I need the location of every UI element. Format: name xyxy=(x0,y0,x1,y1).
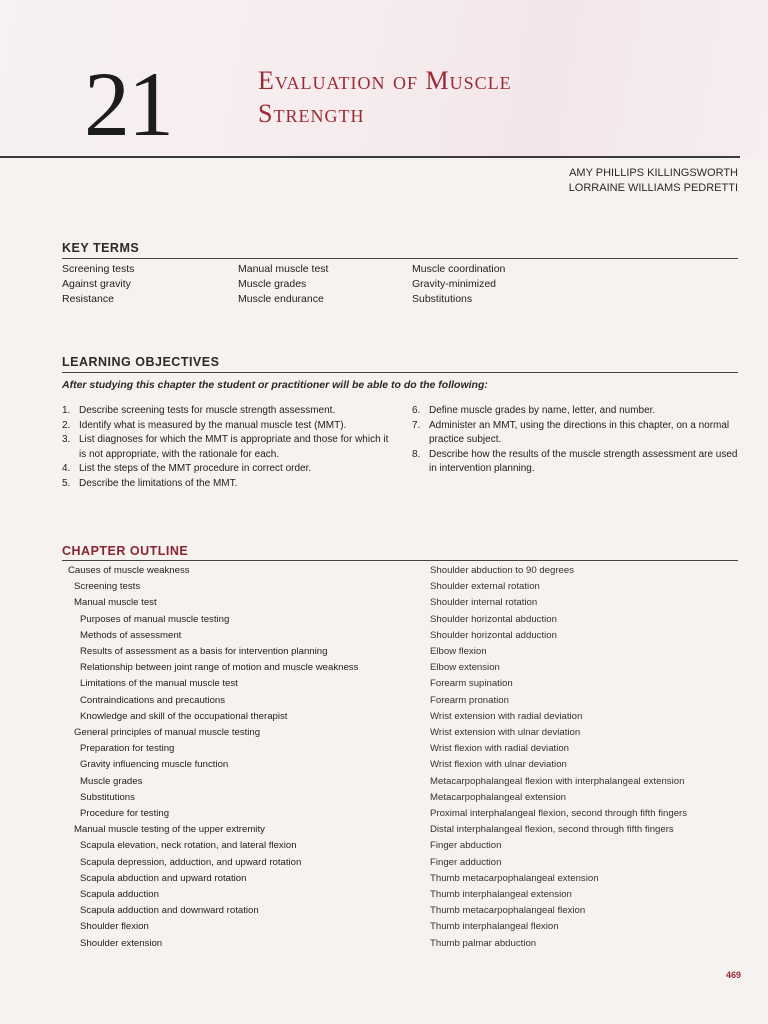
learning-objectives-rule xyxy=(62,372,738,373)
objective-item xyxy=(62,419,392,434)
outline-item: Distal interphalangeal flexion, second through fifth fingers xyxy=(430,824,674,836)
page-number: 469 xyxy=(726,970,742,980)
key-term: Screening tests xyxy=(62,263,135,275)
outline-item: Elbow flexion xyxy=(430,646,487,658)
key-terms-column-3 xyxy=(412,262,505,307)
key-term: Muscle endurance xyxy=(238,293,324,305)
outline-item: Finger abduction xyxy=(430,840,502,852)
objectives-left-list xyxy=(62,404,392,491)
outline-item: Shoulder internal rotation xyxy=(430,597,538,609)
learning-objectives-heading: LEARNING OBJECTIVES xyxy=(62,355,220,369)
outline-item: Scapula adduction and downward rotation xyxy=(80,905,259,917)
outline-item: Purposes of manual muscle testing xyxy=(80,613,230,625)
outline-item: Metacarpophalangeal extension xyxy=(430,791,567,803)
outline-item: Forearm pronation xyxy=(430,694,509,706)
outline-item: Scapula elevation, neck rotation, and lateral flexion xyxy=(80,840,297,852)
objective-text: Describe how the results of the muscle strength assessment are used in intervention planning. xyxy=(429,448,738,474)
key-terms-column-1 xyxy=(62,262,134,307)
chapter-number: 21 xyxy=(84,53,172,155)
objective-text: List diagnoses for which the MMT is appropriate and those for which it is not appropriate, with the rationale for each. xyxy=(79,434,389,460)
objective-item xyxy=(412,404,738,419)
outline-item: Thumb interphalangeal flexion xyxy=(430,921,559,933)
key-term: Resistance xyxy=(62,293,114,305)
objective-number: 4. xyxy=(62,463,71,474)
key-term: Muscle grades xyxy=(238,278,307,290)
key-terms-column-2 xyxy=(238,262,328,307)
outline-item: Scapula abduction and upward rotation xyxy=(80,872,247,884)
objective-text: Describe screening tests for muscle strength assessment. xyxy=(79,405,336,416)
outline-item: Wrist flexion with radial deviation xyxy=(430,743,569,755)
outline-item: Shoulder horizontal abduction xyxy=(430,613,557,625)
outline-item: Forearm supination xyxy=(430,678,513,690)
key-term: Muscle coordination xyxy=(412,263,506,275)
objective-number: 2. xyxy=(62,419,71,431)
outline-item: Methods of assessment xyxy=(80,629,182,641)
objective-item xyxy=(62,404,392,419)
outline-item: Relationship between joint range of motion and muscle weakness xyxy=(80,662,359,674)
outline-item: Wrist extension with ulnar deviation xyxy=(430,727,581,739)
outline-item: Scapula adduction xyxy=(80,889,159,901)
outline-item: Manual muscle test xyxy=(74,597,157,609)
outline-item: Gravity influencing muscle function xyxy=(80,759,229,771)
objective-item xyxy=(62,462,392,477)
chapter-outline-heading: CHAPTER OUTLINE xyxy=(62,544,189,558)
header-rule xyxy=(0,156,740,158)
chapter-title-line2: Strength xyxy=(258,99,365,128)
key-terms-heading: KEY TERMS xyxy=(62,241,140,255)
outline-item: Preparation for testing xyxy=(80,743,175,755)
outline-item: Substitutions xyxy=(80,791,135,803)
objective-number: 5. xyxy=(62,477,71,489)
objective-number: 7. xyxy=(412,419,421,431)
outline-item: Limitations of the manual muscle test xyxy=(80,678,238,690)
objective-number: 1. xyxy=(62,405,71,416)
outline-item: Thumb metacarpophalangeal extension xyxy=(430,872,599,884)
outline-item: Shoulder external rotation xyxy=(430,581,540,593)
key-term: Gravity-minimized xyxy=(412,278,497,290)
objective-text: List the steps of the MMT procedure in correct order. xyxy=(79,463,312,474)
outline-item: Elbow extension xyxy=(430,662,500,674)
chapter-title xyxy=(258,64,512,130)
outline-item: Shoulder extension xyxy=(80,937,163,949)
outline-item: Shoulder flexion xyxy=(80,921,149,933)
key-term: Manual muscle test xyxy=(238,263,329,275)
learning-objectives-intro: After studying this chapter the student or practitioner will be able to do the following: xyxy=(62,379,488,391)
chapter-outline-rule xyxy=(62,560,738,561)
outline-item: Metacarpophalangeal flexion with interphalangeal extension xyxy=(430,775,685,787)
outline-item: Proximal interphalangeal flexion, second through fifth fingers xyxy=(430,808,688,820)
objectives-right-list xyxy=(412,404,738,477)
outline-item: Results of assessment as a basis for intervention planning xyxy=(80,646,328,658)
outline-item: Manual muscle testing of the upper extremity xyxy=(74,824,265,836)
outline-item: Contraindications and precautions xyxy=(80,694,226,706)
objective-number: 3. xyxy=(62,434,71,445)
outline-item: Thumb interphalangeal extension xyxy=(430,889,572,901)
outline-item: Knowledge and skill of the occupational therapist xyxy=(80,710,288,722)
outline-item: Shoulder abduction to 90 degrees xyxy=(430,565,575,576)
objective-number: 8. xyxy=(412,448,421,460)
outline-item: Wrist extension with radial deviation xyxy=(430,710,583,722)
outline-item: Shoulder horizontal adduction xyxy=(430,629,557,641)
author-1: AMY PHILLIPS KILLINGSWORTH xyxy=(569,167,738,179)
outline-item: Screening tests xyxy=(74,581,141,593)
objective-text: Identify what is measured by the manual muscle test (MMT). xyxy=(79,419,347,431)
outline-right-column xyxy=(430,563,687,952)
authors xyxy=(569,166,738,196)
objective-number: 6. xyxy=(412,405,421,416)
chapter-title-line1: Evaluation of Muscle xyxy=(258,66,512,95)
key-term: Substitutions xyxy=(412,293,473,305)
key-term: Against gravity xyxy=(62,278,131,290)
outline-item: Causes of muscle weakness xyxy=(68,565,190,576)
author-2: LORRAINE WILLIAMS PEDRETTI xyxy=(568,182,738,194)
outline-left-column xyxy=(66,563,358,952)
outline-item: Muscle grades xyxy=(80,775,143,787)
objective-text: Describe the limitations of the MMT. xyxy=(79,477,238,489)
outline-item: Procedure for testing xyxy=(80,808,170,820)
objective-text: Administer an MMT, using the directions in this chapter, on a normal practice subject. xyxy=(429,419,730,445)
key-terms-rule xyxy=(62,258,738,259)
objective-item xyxy=(62,433,392,462)
objective-item xyxy=(412,419,738,448)
outline-item: General principles of manual muscle testing xyxy=(74,727,261,739)
objective-text: Define muscle grades by name, letter, and number. xyxy=(429,405,656,416)
objective-item xyxy=(62,477,392,492)
outline-item: Finger adduction xyxy=(430,856,502,868)
objective-item xyxy=(412,448,738,477)
outline-item: Wrist flexion with ulnar deviation xyxy=(430,759,567,771)
outline-item: Thumb palmar abduction xyxy=(430,937,537,949)
outline-item: Scapula depression, adduction, and upward rotation xyxy=(80,856,302,868)
outline-item: Thumb metacarpophalangeal flexion xyxy=(430,905,586,917)
